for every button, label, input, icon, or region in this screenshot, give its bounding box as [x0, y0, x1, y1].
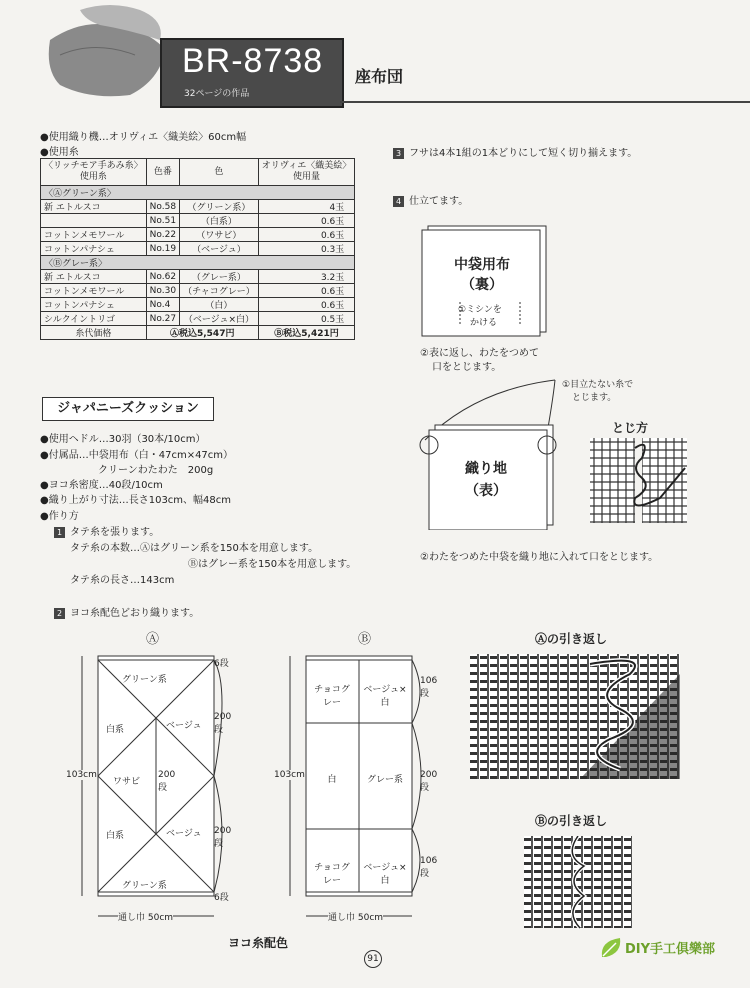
region-a-white-1: 白系: [106, 725, 125, 735]
warp-count-b: Ⓑはグレー系を150本を用意します。: [188, 559, 357, 570]
return-a-diagram: [470, 654, 685, 784]
table-row: シルクイントリゴ No.27 （ベージュ×白） 0.5玉: [41, 312, 355, 326]
dim-b-2: 200段: [420, 770, 438, 793]
table-row: No.51 （白系） 0.6玉: [41, 214, 355, 228]
table-row: コットンメモワール No.30 （チャコグレー） 0.6玉: [41, 284, 355, 298]
dim-a-1: 6段: [214, 659, 229, 669]
fabric-label: 織り地: [465, 461, 507, 477]
region-a-white-2: 白系: [106, 831, 125, 841]
table-row: コットンパナシェ No.19 （ベージュ） 0.3玉: [41, 242, 355, 256]
region-a-green-top: グリーン系: [122, 675, 167, 685]
price-row: 糸代価格 Ⓐ税込5,547円 Ⓑ税込5,421円: [41, 326, 355, 340]
step-4: 4 仕立てます。: [393, 192, 468, 207]
sew-note: ①ミシンを: [458, 305, 502, 315]
turn-note-2: 口をとじます。: [432, 362, 502, 373]
height-a: 103cm: [66, 770, 97, 780]
fabric-diagram: [415, 370, 565, 530]
cell-b-2-2: グレー系: [366, 775, 403, 785]
accessories-line-2: クリーンわたわた 200g: [98, 465, 214, 476]
closing-stitch-diagram: [590, 438, 690, 528]
step-2: 2 ヨコ糸配色どおり織ります。: [54, 604, 199, 619]
page-title: 座布団: [355, 67, 404, 86]
step-1: 1 タテ糸を張ります。: [54, 523, 159, 538]
dim-b-1: 106段: [420, 676, 438, 699]
return-b-diagram: [524, 836, 634, 931]
diagram-b-label: Ⓑ: [358, 632, 372, 647]
method-heading: ●作り方: [40, 511, 79, 522]
sew-note-2: かける: [470, 318, 498, 328]
weft-density-line: ●ヨコ糸密度…40段/10cm: [40, 480, 163, 491]
accessories-line: ●付属品…中袋用布（白・47cm×47cm）: [40, 450, 234, 461]
needle-line: ●使用ヘドル…30羽（30本/10cm）: [40, 434, 206, 445]
inner-bag-side: （裏）: [461, 277, 503, 293]
return-b-label: Ⓑの引き返し: [535, 814, 608, 828]
machine-line: ●使用織り機…オリヴィエ〈織美絵〉60cm幅: [40, 132, 247, 143]
leaf-icon: [598, 935, 624, 961]
header-rule: [340, 101, 750, 103]
width-a: 通し巾 50cm: [118, 910, 173, 923]
weft-color-label: ヨコ糸配色: [228, 936, 289, 950]
inconspicuous-note: ①目立たない糸で: [562, 380, 634, 390]
table-row: 新 エトルスコ No.58 （グリーン系） 4玉: [41, 200, 355, 214]
fabric-side: （表）: [465, 483, 507, 499]
dim-b-3: 106段: [420, 856, 438, 879]
height-b: 103cm: [274, 770, 305, 780]
table-row: コットンパナシェ No.4 （白） 0.6玉: [41, 298, 355, 312]
table-row: コットンメモワール No.22 （ワサビ） 0.6玉: [41, 228, 355, 242]
return-a-label: Ⓐの引き返し: [535, 632, 608, 646]
final-note: ②わたをつめた中袋を織り地に入れて口をとじます。: [420, 552, 659, 563]
warp-length: タテ糸の長さ…143cm: [70, 575, 175, 586]
region-a-rows: 200段: [158, 770, 176, 793]
step-3: 3 フサは4本1組の1本どりにして短く切り揃えます。: [393, 144, 637, 159]
pillow-photo: [40, 0, 170, 110]
cell-b-1-1: チョコグレー: [314, 685, 350, 708]
cell-b-1-2: ベージュ×白: [363, 685, 407, 708]
region-a-beige-1: ベージュ: [166, 721, 202, 731]
region-a-green-bottom: グリーン系: [122, 881, 167, 891]
table-row: 新 エトルスコ No.62 （グレー系） 3.2玉: [41, 270, 355, 284]
product-code: BR-8738: [182, 42, 324, 80]
page-reference: 32ページの作品: [184, 89, 250, 99]
section-title: ジャパニーズクッション: [42, 397, 214, 421]
closing-label: とじ方: [612, 421, 649, 435]
inner-bag-label: 中袋用布: [454, 257, 510, 273]
cell-b-2-1: 白: [327, 775, 337, 785]
watermark: DIY手工俱樂部: [625, 942, 716, 957]
yarn-table: 〈リッチモア手あみ糸〉 使用糸 色番 色 オリヴィエ〈織美絵〉 使用量 〈Ⓐグリーン系〉 新 エトルスコ No.58 （グリーン系） 4玉 No.51 （白系） 0.6玉 コットンメモワール No.22 （ワサビ） 0.6玉 コットンパナシェ No.19 （ベージュ） 0.3玉 〈Ⓑグレー系〉 新 エトルスコ No.62 （グレー系） 3.2玉 コットンメモワール No.30 （チャコグレー） 0.6玉 コットンパナシェ No.4 （白） 0.6玉 シルクイントリゴ No.27 （ベージュ×白） 0.5玉 糸代価格 Ⓐ税込5,547円 Ⓑ税込5,421円: [40, 158, 355, 340]
dim-a-4: 6段: [214, 893, 229, 903]
region-a-wasabi: ワサビ: [113, 777, 141, 787]
warp-count-a: タテ糸の本数…Ⓐはグリーン系を150本を用意します。: [70, 543, 319, 554]
inconspicuous-note-2: とじます。: [572, 393, 617, 403]
page-number: 91: [364, 950, 382, 968]
cell-b-3-1: チョコグレー: [314, 863, 350, 886]
diagram-a-label: Ⓐ: [146, 632, 160, 647]
yarn-heading: ●使用糸: [40, 147, 79, 158]
turn-note: ②表に返し、わたをつめて: [420, 348, 539, 359]
region-a-beige-2: ベージュ: [166, 829, 202, 839]
dim-a-2: 200段: [214, 712, 232, 735]
finished-size-line: ●織り上がり寸法…長さ103cm、幅48cm: [40, 495, 232, 506]
cell-b-3-2: ベージュ×白: [363, 863, 407, 886]
dim-a-3: 200段: [214, 826, 232, 849]
width-b: 通し巾 50cm: [328, 910, 383, 923]
